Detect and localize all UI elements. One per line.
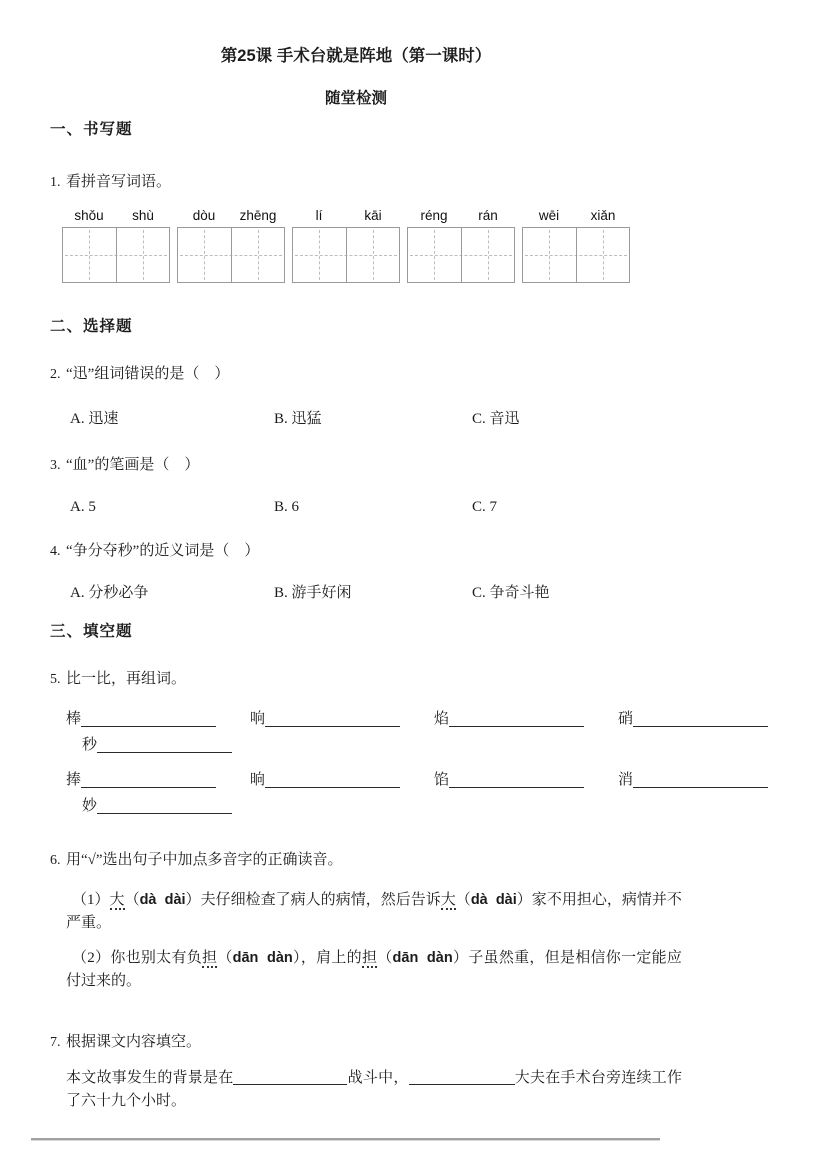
writing-box [407,227,515,283]
text-segment: （ [455,892,471,908]
pinyin-syllable: wēi [538,208,560,223]
writing-box-group [407,207,515,283]
text-segment: 战斗中， [347,1070,409,1086]
option-b: B. 6 [274,499,300,515]
question-6 [50,850,791,871]
question-5-number: 5. [50,672,61,687]
question-3-number: 3. [50,458,61,473]
emphasized-char: 大 [440,892,456,908]
pinyin-syllable: lí [315,208,323,223]
pinyin-syllable: rán [478,208,498,223]
compare-char: 妙 [82,798,98,814]
text-segment: ）夫仔细检查了病人的病情，然后告诉 [185,892,441,908]
compare-item [66,767,250,793]
page-subtitle: 随堂检测 [324,90,387,107]
question-2-text: “迅”组词错误的是（ ） [66,366,230,382]
fill-in-blank [409,1069,515,1085]
question-1-number: 1. [50,175,61,190]
writing-box [522,227,630,283]
answer-blank [81,770,216,788]
question-2-options [70,409,791,430]
question-3 [50,455,791,476]
question-7-text: 根据课文内容填空。 [66,1034,202,1050]
answer-blank [97,796,232,814]
answer-blank [81,709,216,727]
compare-char: 响 [250,711,266,727]
text-segment: （ [217,950,233,966]
compare-item [250,767,434,793]
question-3-text: “血”的笔画是（ ） [66,457,200,473]
pinyin-writing-grid [62,207,791,283]
pinyin-options: dà dài [470,892,517,908]
answer-blank [265,770,400,788]
writing-cell [116,228,170,282]
pinyin-labels [62,207,170,224]
compare-words-row [82,793,791,819]
emphasized-char: 担 [202,950,218,966]
pinyin-syllable: réng [420,208,448,223]
answer-blank [633,770,768,788]
writing-cell [523,228,576,282]
pinyin-syllable: zhēng [239,208,277,223]
answer-blank [449,709,584,727]
compare-words-row [66,767,791,793]
writing-box-group [62,207,170,283]
pinyin-options: dān dàn [392,950,453,966]
compare-item [66,706,250,732]
text-segment: （ [124,892,140,908]
compare-char: 硝 [618,711,634,727]
compare-item [434,767,618,793]
fill-in-paragraph [66,1067,682,1113]
question-2 [50,364,791,385]
question-4-options [70,583,791,604]
pinyin-labels [177,207,285,224]
option-b: B. 游手好闲 [274,585,352,601]
compare-item [82,737,232,753]
text-segment: （1） [72,892,110,908]
text-segment: 本文故事发生的背景是在 [66,1070,234,1086]
question-7-number: 7. [50,1035,61,1050]
writing-cell [178,228,231,282]
writing-box-group [522,207,630,283]
writing-cell [408,228,461,282]
pinyin-options: dà dài [139,892,186,908]
pinyin-labels [407,207,515,224]
question-6-number: 6. [50,853,61,868]
document-body [31,0,791,1141]
page-title: 第25课 手术台就是阵地（第一课时） [220,47,492,65]
pinyin-syllable: dòu [192,208,216,223]
text-segment: ）家不用担心，病情并不严重。 [66,892,682,931]
question-6-text: 用“√”选出句子中加点多音字的正确读音。 [66,852,343,868]
section-heading-choice: 二、选择题 [50,318,133,335]
compare-char: 棒 [66,711,82,727]
question-5-text: 比一比，再组词。 [66,671,187,687]
question-4 [50,541,791,562]
answer-blank [97,735,232,753]
pinyin-syllable: shǒu [74,208,104,223]
compare-char: 焰 [434,711,450,727]
writing-cell [576,228,630,282]
sentence-1 [66,889,682,935]
writing-cell [346,228,400,282]
text-segment: ），肩上的 [292,950,362,966]
compare-item [250,706,434,732]
writing-cell [231,228,285,282]
compare-char: 馅 [434,772,450,788]
pinyin-options: dān dàn [232,950,293,966]
compare-words-row [82,732,791,758]
option-a: A. 5 [70,499,96,515]
option-a: A. 迅速 [70,411,119,427]
emphasized-char: 大 [109,892,125,908]
compare-char: 秒 [82,737,98,753]
option-a: A. 分秒必争 [70,585,149,601]
writing-box-group [177,207,285,283]
emphasized-char: 担 [361,950,378,966]
writing-box [177,227,285,283]
answer-blank [265,709,400,727]
text-segment: （ [377,950,393,966]
option-c: C. 7 [472,499,498,515]
option-c: C. 音迅 [472,411,520,427]
pinyin-syllable: xiǎn [590,208,616,223]
compare-words-row [66,706,791,732]
pinyin-labels [522,207,630,224]
question-1-text: 看拼音写词语。 [66,174,172,190]
question-5 [50,669,791,690]
section-heading-writing: 一、书写题 [50,121,133,138]
question-4-number: 4. [50,544,61,559]
compare-char: 捧 [66,772,82,788]
compare-item [618,706,768,732]
compare-char: 消 [618,772,634,788]
answer-blank [633,709,768,727]
compare-item [434,706,618,732]
answer-blank [449,770,584,788]
text-segment: （2）你也别太有负 [72,950,203,966]
option-c: C. 争奇斗艳 [472,585,550,601]
text-segment: 大夫在手术台旁连续工作了六十九个小时。 [66,1070,682,1109]
writing-cell [63,228,116,282]
question-3-options [70,497,791,518]
writing-box-group [292,207,400,283]
section-heading-fill: 三、填空题 [50,623,133,640]
fill-in-blank [233,1069,347,1085]
page-divider [31,1138,660,1141]
pinyin-syllable: shù [132,208,154,223]
sentence-2 [66,947,682,993]
pinyin-syllable: kāi [364,208,382,223]
writing-cell [293,228,346,282]
writing-cell [461,228,515,282]
writing-box [292,227,400,283]
question-7 [50,1032,791,1053]
compare-item [618,767,768,793]
text-segment: ）子虽然重，但是相信你一定能应付过来的。 [66,950,682,989]
option-b: B. 迅猛 [274,411,322,427]
question-2-number: 2. [50,367,61,382]
writing-box [62,227,170,283]
pinyin-labels [292,207,400,224]
question-1 [50,172,791,193]
question-4-text: “争分夺秒”的近义词是（ ） [66,543,260,559]
compare-item [82,798,232,814]
compare-char: 晌 [250,772,266,788]
